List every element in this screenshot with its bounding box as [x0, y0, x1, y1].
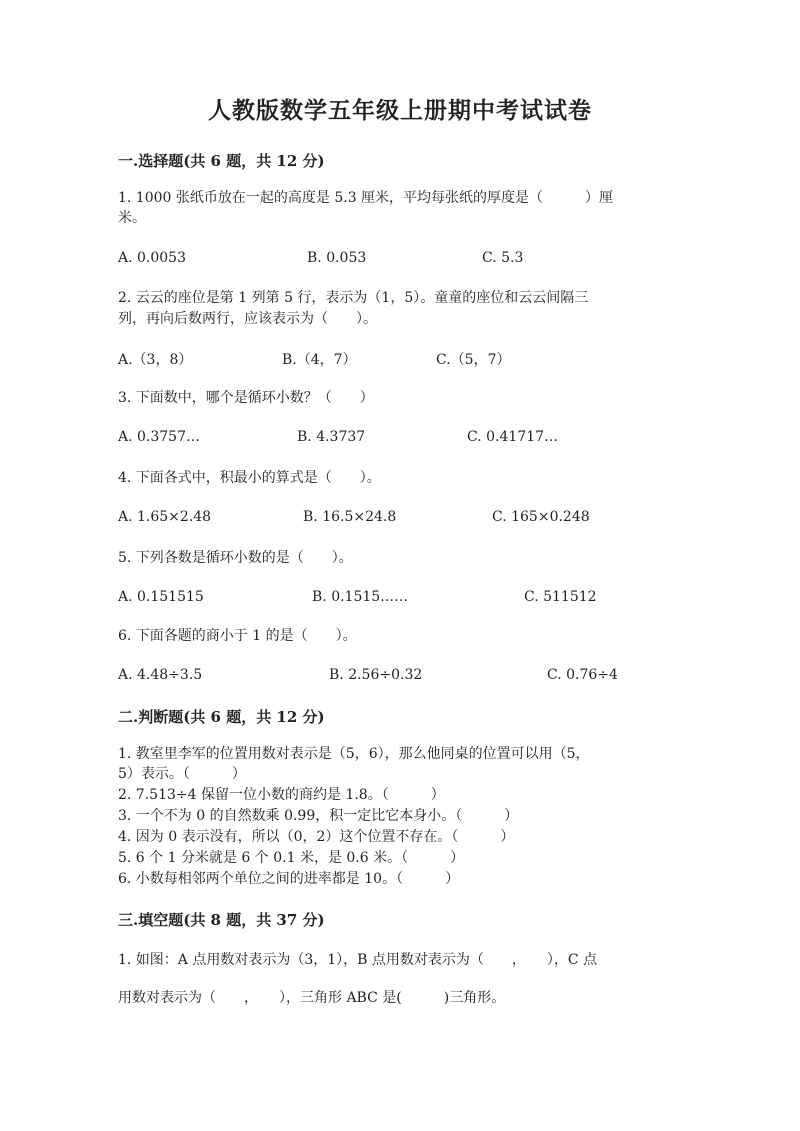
question-1-option-a: A. 0.0053: [118, 250, 186, 266]
question-6-text: 6. 下面各题的商小于 1 的是（ ）。: [118, 628, 357, 644]
section-heading-choice: 一.选择题(共 6 题，共 12 分): [118, 152, 325, 170]
page-title: 人教版数学五年级上册期中考试试卷: [208, 97, 592, 124]
question-1-text: 1. 1000 张纸币放在一起的高度是 5.3 厘米，平均每张纸的厚度是（ ）厘: [118, 190, 614, 206]
question-3-text: 3. 下面数中，哪个是循环小数？（ ）: [118, 390, 374, 406]
judge-3-text: 3. 一个不为 0 的自然数乘 0.99，积一定比它本身小。（ ）: [118, 808, 519, 824]
judge-6-text: 6. 小数每相邻两个单位之间的进率都是 10。（ ）: [118, 871, 460, 887]
question-5-text: 5. 下列各数是循环小数的是（ ）。: [118, 550, 353, 566]
section-heading-judge: 二.判断题(共 6 题，共 12 分): [118, 708, 325, 726]
question-4-text: 4. 下面各式中，积最小的算式是（ ）。: [118, 470, 381, 486]
question-4-option-b: B. 16.5×24.8: [303, 509, 397, 525]
question-2-option-c: C.（5，7）: [436, 352, 511, 368]
question-6-option-a: A. 4.48÷3.5: [118, 667, 203, 683]
judge-1-text-cont: 5）表示。（ ）: [118, 766, 246, 782]
question-2-text-cont: 列，再向后数两行，应该表示为（ ）。: [118, 311, 377, 327]
question-5-option-b: B. 0.1515……: [312, 589, 409, 605]
question-1-text-cont: 米。: [118, 210, 146, 226]
fill-1-text-cont: 用数对表示为（ ， ），三角形 ABC 是( )三角形。: [118, 990, 506, 1006]
question-5-option-a: A. 0.151515: [118, 589, 204, 605]
question-1-option-b: B. 0.053: [307, 250, 367, 266]
judge-2-text: 2. 7.513÷4 保留一位小数的商约是 1.8。（ ）: [118, 787, 445, 803]
judge-1-text: 1. 教室里李军的位置用数对表示是（5，6），那么他同桌的位置可以用（5，: [118, 746, 590, 762]
judge-5-text: 5. 6 个 1 分米就是 6 个 0.1 米，是 0.6 米。（ ）: [118, 850, 465, 866]
question-2-option-a: A.（3，8）: [118, 352, 193, 368]
question-3-option-a: A. 0.3757…: [118, 429, 200, 445]
question-6-option-c: C. 0.76÷4: [547, 667, 618, 683]
judge-4-text: 4. 因为 0 表示没有，所以（0，2）这个位置不存在。（ ）: [118, 829, 515, 845]
question-5-option-c: C. 511512: [524, 589, 597, 605]
question-1-option-c: C. 5.3: [482, 250, 524, 266]
question-3-option-c: C. 0.41717…: [467, 429, 559, 445]
question-2-option-b: B.（4，7）: [282, 352, 357, 368]
question-4-option-c: C. 165×0.248: [492, 509, 590, 525]
question-2-text: 2. 云云的座位是第 1 列第 5 行，表示为（1，5）。童童的座位和云云间隔三: [118, 290, 589, 306]
section-heading-fill: 三.填空题(共 8 题，共 37 分): [118, 911, 325, 929]
fill-1-text: 1. 如图：A 点用数对表示为（3，1），B 点用数对表示为（ ， ），C 点: [118, 952, 598, 968]
question-3-option-b: B. 4.3737: [297, 429, 366, 445]
question-6-option-b: B. 2.56÷0.32: [329, 667, 423, 683]
question-4-option-a: A. 1.65×2.48: [118, 509, 212, 525]
